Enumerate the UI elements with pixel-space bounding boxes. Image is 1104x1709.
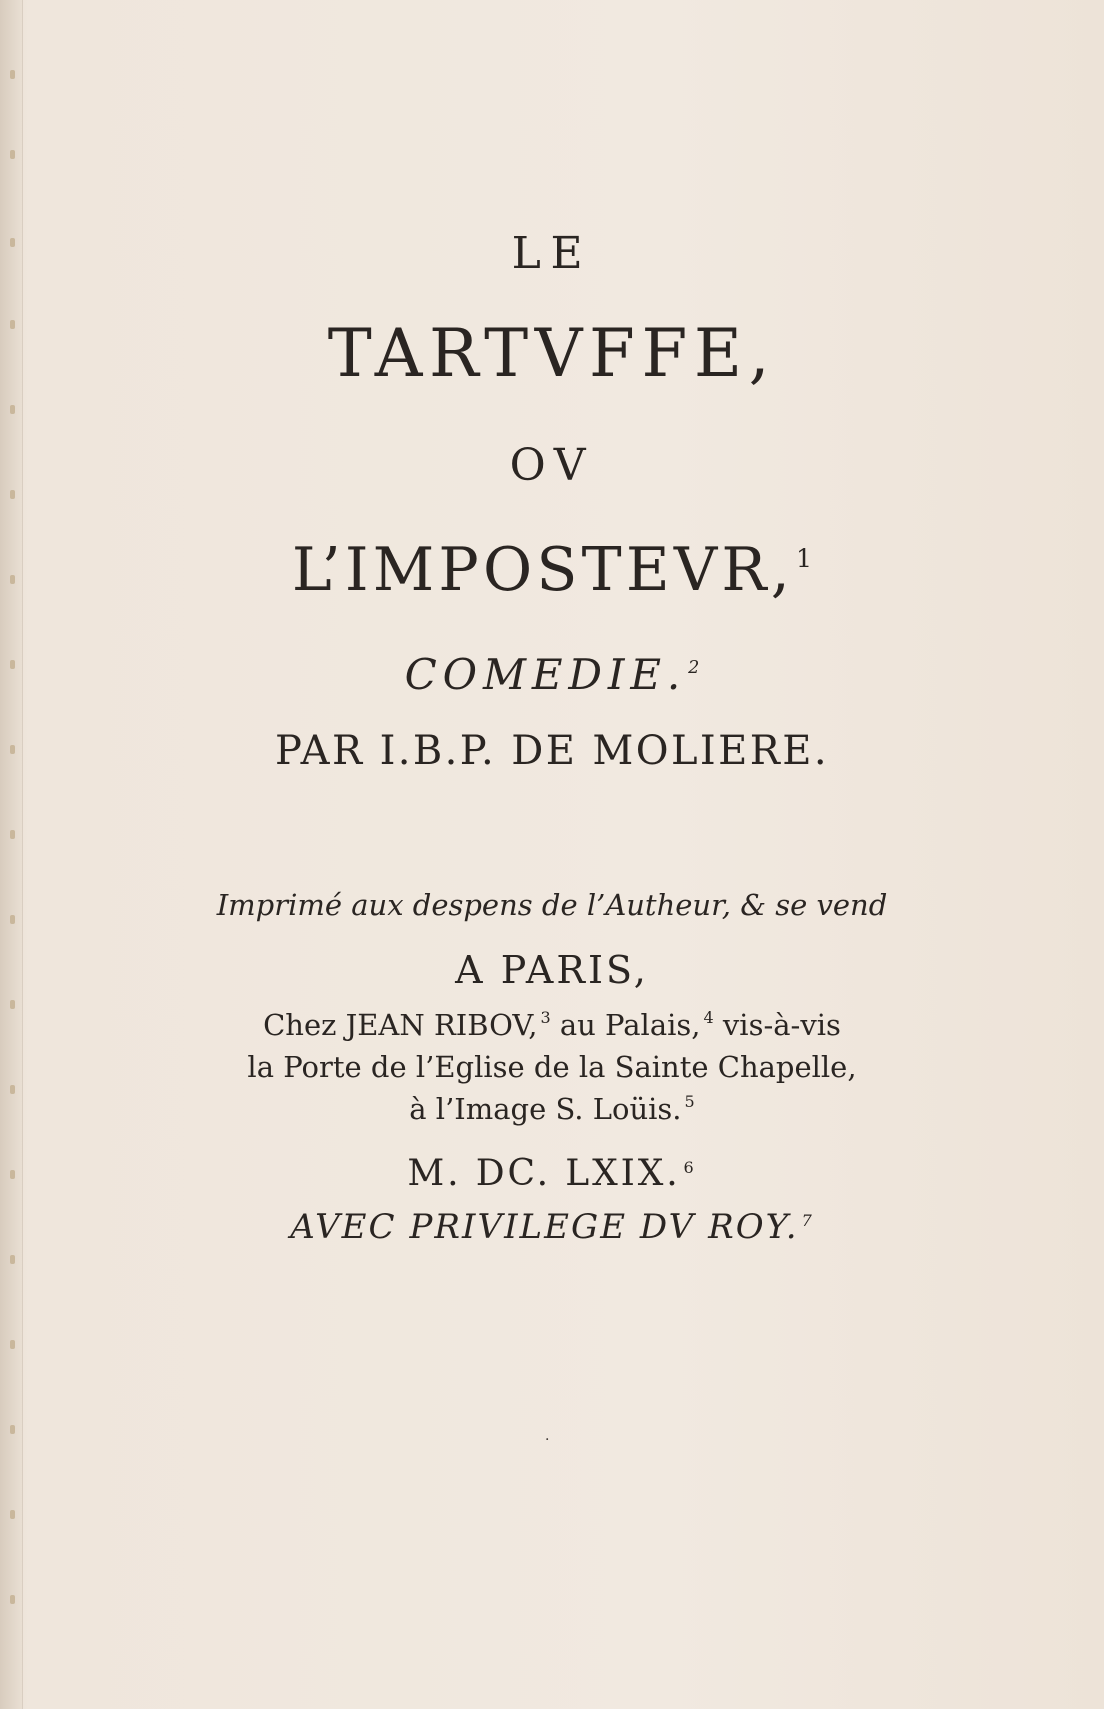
publisher-line (0, 1008, 1104, 1042)
shop-sign-line (0, 1092, 1104, 1126)
imposteur-text: L’IMPOSTEVR, (291, 535, 795, 605)
publisher-palais: au Palais, (550, 1008, 701, 1042)
stitch-mark (10, 70, 15, 79)
subtitle-comedie (0, 650, 1104, 699)
footnote-marker-3: 3 (540, 1008, 551, 1027)
date-line (0, 1153, 1104, 1194)
date-text: M. DC. LXIX. (407, 1153, 681, 1194)
publisher-vis-a-vis: vis-à-vis (713, 1008, 841, 1042)
footnote-marker-4: 4 (703, 1008, 714, 1027)
stitch-mark (10, 1255, 15, 1264)
footnote-marker-1: 1 (796, 544, 813, 574)
footnote-marker-7: 7 (801, 1211, 814, 1230)
footnote-marker-6: 6 (683, 1158, 697, 1177)
stitch-mark (10, 1425, 15, 1434)
title-tartuffe: TARTVFFE, (327, 315, 777, 392)
privilege-text: AVEC PRIVILEGE DV ROY. (290, 1207, 799, 1247)
stitch-mark (10, 150, 15, 159)
stitch-mark (10, 1510, 15, 1519)
stitch-mark (10, 1595, 15, 1604)
footnote-marker-2: 2 (688, 658, 700, 679)
stitch-mark (10, 830, 15, 839)
privilege-line (0, 1207, 1104, 1247)
footnote-marker-5: 5 (684, 1092, 695, 1111)
comedie-text: COMEDIE. (404, 650, 687, 699)
shop-sign-text: à l’Image S. Loüis. (409, 1092, 682, 1126)
address-line: la Porte de l’Eglise de la Sainte Chapelle, (247, 1050, 857, 1084)
imprint-line: Imprimé aux despens de l’Autheur, & se vend (216, 888, 888, 922)
title-ov: OV (509, 440, 595, 491)
city-line: A PARIS, (455, 948, 649, 992)
title-imposteur (0, 535, 1104, 605)
title-le: LE (511, 228, 593, 279)
stitch-mark (10, 405, 15, 414)
stitch-mark (10, 1340, 15, 1349)
page-mark-dot: · (545, 1432, 550, 1448)
stitch-mark (10, 490, 15, 499)
publisher-name: Chez JEAN RIBOV, (263, 1008, 538, 1042)
author-line: PAR I.B.P. DE MOLIERE. (275, 728, 829, 774)
